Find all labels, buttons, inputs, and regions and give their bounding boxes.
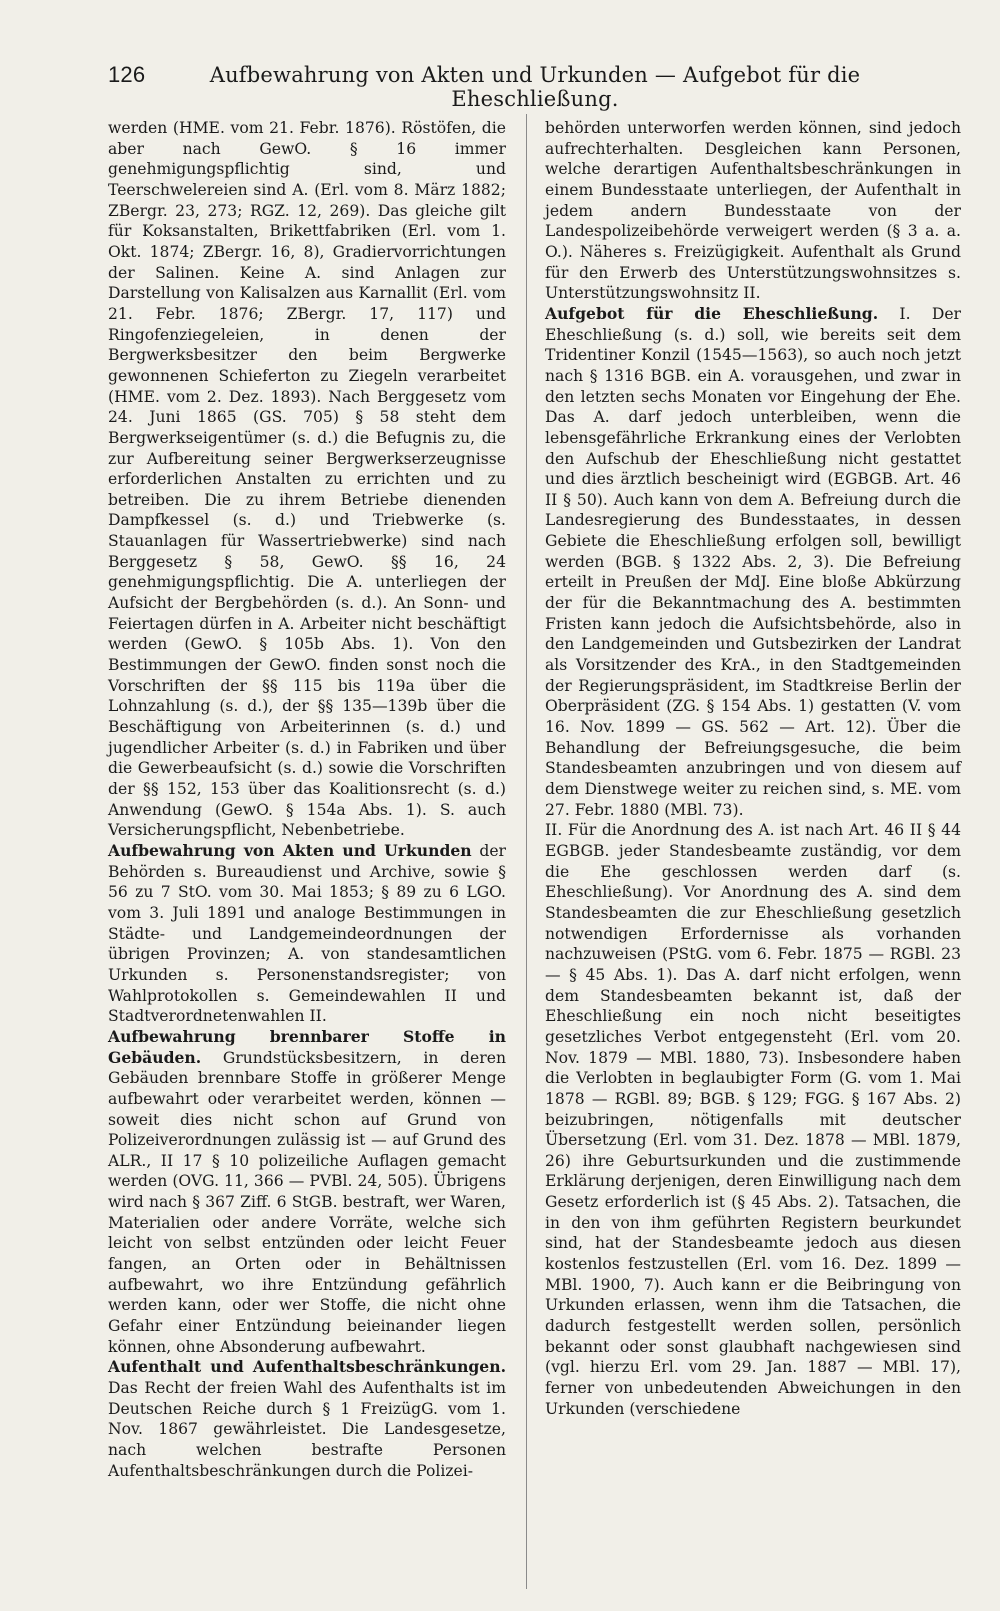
entry-aufbewahrung-stoffe: Aufbewahrung brennbarer Stoffe in Gebäuden. Grundstücksbesitzern, in deren Gebäuden brennbare Stoffe in größerer Menge aufbewahrt oder verarbeitet werden, können — soweit dies nicht schon auf Grund von Polizeiverordnungen zulässig ist — auf Grund des ALR., II 17 § 10 polizeiliche Auflagen gemacht werden (OVG. 11, 366 — PVBl. 24, 505). Übrigens wird nach § 367 Ziff. 6 StGB. bestraft, wer Waren, Materialien oder andere Vorräte, welche sich leicht von selbst entzünden oder leicht Feuer fangen, an Orten oder in Behältnissen aufbewahrt, wo ihre Entzündung gefährlich werden kann, oder wer Stoffe, die nicht ohne Gefahr einer Entzündung beieinander liegen können, ohne Absonderung aufbewahrt. bbox=[108, 1026, 506, 1356]
page-header bbox=[108, 62, 900, 111]
left-column bbox=[108, 118, 506, 1481]
column-divider bbox=[526, 114, 527, 1589]
page-number: 126 bbox=[108, 62, 146, 87]
entry-headword: Aufbewahrung von Akten und Urkunden bbox=[108, 840, 472, 860]
paragraph: behörden unterworfen werden können, sind jedoch aufrechterhalten. Desgleichen kann Personen, welche derartigen Aufenthaltsbeschränkungen in einem Bundesstaate unterliegen, der Aufenthalt in jedem andern Bundesstaate von der Landespolizeibehörde verweigert werden (§ 3 a. a. O.). Näheres s. Freizügigkeit. Aufenthalt als Grund für den Erwerb des Unterstützungswohnsitzes s. Unterstützungswohnsitz II. bbox=[545, 119, 961, 303]
entry-aufgebot: Aufgebot für die Eheschließung. I. Der Eheschließung (s. d.) soll, wie bereits seit dem Tridentiner Konzil (1545—1563), so auch noch jetzt nach § 1316 BGB. ein A. vorausgehen, und zwar in den letzten sechs Monaten vor Eingehung der Ehe. Das A. darf jedoch unterbleiben, wenn die lebensgefährliche Erkrankung eines der Verlobten den Aufschub der Eheschließung nicht gestattet und dies ärztlich bescheinigt wird (EGBGB. Art. 46 II § 50). Auch kann von dem A. Befreiung durch die Landesregierung des Bundesstaates, in dessen Gebiete die Eheschließung erfolgen soll, bewilligt werden (BGB. § 1322 Abs. 2, 3). Die Befreiung erteilt in Preußen der MdJ. Eine bloße Abkürzung der für die Bekanntmachung des A. bestimmten Fristen kann jedoch die Aufsichtsbehörde, also in den Landgemeinden und Gutsbezirken der Landrat als Vorsitzender des KrA., in den Stadtgemeinden der Regierungspräsident, im Stadtkreise Berlin der Oberpräsident (ZG. § 154 Abs. 1) gestatten (V. vom 16. Nov. 1899 — GS. 562 — Art. 12). Über die Behandlung der Befreiungsgesuche, die beim Standesbeamten anzubringen und von diesem auf dem Dienstwege weiter zu reichen sind, s. ME. vom 27. Febr. 1880 (MBl. 73). bbox=[545, 303, 962, 819]
running-title: Aufbewahrung von Akten und Urkunden — Aufgebot für die Eheschließung. bbox=[209, 63, 861, 111]
paragraph: II. Für die Anordnung des A. ist nach Art. 46 II § 44 EGBGB. jeder Standesbeamte zuständig, vor dem die Ehe geschlossen werden darf (s. Eheschließung). Vor Anordnung des A. sind dem Standesbeamten die zur Eheschließung gesetzlich notwendigen Erfordernisse als vorhanden nachzuweisen (PStG. vom 6. Febr. 1875 — RGBl. 23 — § 45 Abs. 1). Das A. darf nicht erfolgen, wenn dem Standesbeamten bekannt ist, daß der Eheschließung ein noch nicht beseitigtes gesetzliches Verbot entgegensteht (Erl. vom 20. Nov. 1879 — MBl. 1880, 73). Insbesondere haben die Verlobten in beglaubigter Form (G. vom 1. Mai 1878 — RGBl. 89; BGB. § 129; FGG. § 167 Abs. 2) beizubringen, nötigenfalls mit deutscher Übersetzung (Erl. vom 31. Dez. 1878 — MBl. 1879, 26) ihre Geburtsurkunden und die zustimmende Erklärung derjenigen, deren Einwilligung nach dem Gesetz erforderlich ist (§ 45 Abs. 2). Tatsachen, die in den von ihm geführten Registern beurkundet sind, hat der Standesbeamte jedoch aus diesen kostenlos festzustellen (Erl. vom 16. Dez. 1899 — MBl. 1900, 7). Auch kann er die Beibringung von Urkunden erlassen, wenn ihm die Tatsachen, die dadurch festgestellt werden sollen, persönlich bekannt oder sonst glaubhaft nachgewiesen sind (vgl. hierzu Erl. vom 29. Jan. 1887 — MBl. 17), ferner von unbedeutenden Abweichungen in den Urkunden (verschiedene bbox=[545, 821, 961, 1418]
right-column bbox=[545, 118, 961, 1419]
entry-aufbewahrung-akten: Aufbewahrung von Akten und Urkunden der Behörden s. Bureaudienst und Archive, sowie § 56 zu 7 StO. vom 30. Mai 1853; § 89 zu 6 LGO. vom 3. Juli 1891 und analoge Bestimmungen in Städte- und Landgemeindeordnungen der übrigen Provinzen; A. von standesamtlichen Urkunden s. Personenstandsregister; von Wahlprotokollen s. Gemeindewahlen II und Stadtverordnetenwahlen II. bbox=[108, 840, 506, 1026]
entry-aufenthalt: Aufenthalt und Aufenthaltsbeschränkungen. Das Recht der freien Wahl des Aufenthalts ist im Deutschen Reiche durch § 1 FreizügG. vom 1. Nov. 1867 gewährleistet. Die Landesgesetze, nach welchen bestrafte Personen Aufenthaltsbeschränkungen durch die Polizei- bbox=[108, 1357, 506, 1480]
entry-headword: Aufgebot für die Eheschließung. bbox=[545, 303, 879, 323]
entry-headword: Aufbewahrung brennbarer Stoffe in Gebäuden. bbox=[108, 1026, 506, 1067]
entry-headword: Aufenthalt und Aufenthaltsbeschränkungen. bbox=[108, 1357, 506, 1377]
paragraph: werden (HME. vom 21. Febr. 1876). Röstöfen, die aber nach GewO. § 16 immer genehmigungspflichtig sind, und Teerschwelereien sind A. (Erl. vom 8. März 1882; ZBergr. 23, 273; RGZ. 12, 269). Das gleiche gilt für Koksanstalten, Brikettfabriken (Erl. vom 1. Okt. 1874; ZBergr. 16, 8), Gradiervorrichtungen der Salinen. Keine A. sind Anlagen zur Darstellung von Kalisalzen aus Karnallit (Erl. vom 21. Febr. 1876; ZBergr. 17, 117) und Ringofenziegeleien, in denen der Bergwerksbesitzer den beim Bergwerke gewonnenen Schieferton zu Ziegeln verarbeitet (HME. vom 2. Dez. 1893). Nach Berggesetz vom 24. Juni 1865 (GS. 705) § 58 steht dem Bergwerkseigentümer (s. d.) die Befugnis zu, die zur Aufbereitung seiner Bergwerkserzeugnisse erforderlichen Anstalten zu errichten und zu betreiben. Die zu ihrem Betriebe dienenden Dampfkessel (s. d.) und Triebwerke (s. Stauanlagen für Wassertriebwerke) sind nach Berggesetz § 58, GewO. §§ 16, 24 genehmigungspflichtig. Die A. unterliegen der Aufsicht der Bergbehörden (s. d.). An Sonn- und Feiertagen dürfen in A. Arbeiter nicht beschäftigt werden (GewO. § 105b Abs. 1). Von den Bestimmungen der GewO. finden sonst noch die Vorschriften der §§ 115 bis 119a über die Lohnzahlung (s. d.), der §§ 135—139b über die Beschäftigung von Arbeiterinnen (s. d.) und jugendlicher Arbeiter (s. d.) in Fabriken und über die Gewerbeaufsicht (s. d.) sowie die Vorschriften der §§ 152, 153 über das Koalitionsrecht (s. d.) Anwendung (GewO. § 154a Abs. 1). S. auch Versicherungspflicht, Nebenbetriebe. bbox=[108, 119, 506, 840]
